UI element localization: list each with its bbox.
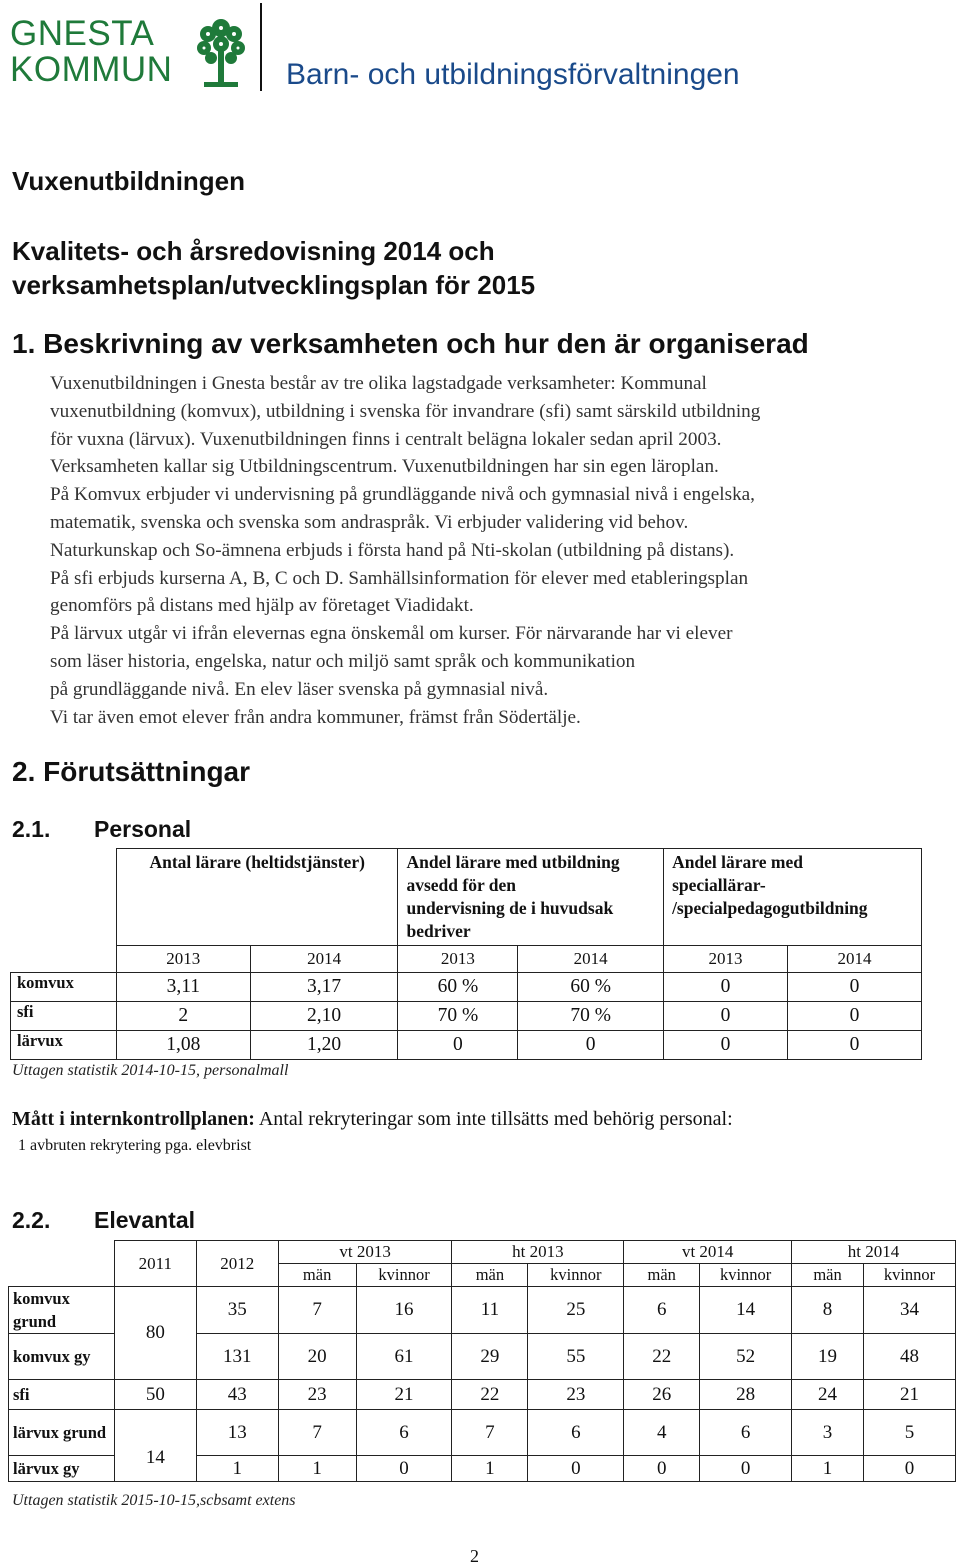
year-cell: 2013 bbox=[398, 946, 518, 973]
table-cell: 22 bbox=[624, 1334, 700, 1380]
term-header: ht 2014 bbox=[792, 1241, 956, 1264]
table-cell: 0 bbox=[518, 1031, 664, 1060]
table-cell: 3,17 bbox=[250, 973, 398, 1002]
table-cell: 6 bbox=[356, 1410, 452, 1456]
document-subtitle-line-1: Kvalitets- och årsredovisning 2014 och bbox=[12, 236, 495, 266]
table-row bbox=[9, 1380, 956, 1410]
table-cell: 0 bbox=[528, 1456, 624, 1482]
body-line: På sfi erbjuds kurserna A, B, C och D. Samhällsinformation för elever med etableringsplan bbox=[50, 567, 749, 589]
table-cell: 24 bbox=[792, 1380, 864, 1410]
table-cell: 2 bbox=[116, 1002, 250, 1031]
section-2-1-heading bbox=[12, 816, 191, 843]
year-cell: 2013 bbox=[116, 946, 250, 973]
table-cell: 0 bbox=[356, 1456, 452, 1482]
personal-table-source: Uttagen statistik 2014-10-15, personalmall bbox=[12, 1062, 289, 1079]
year-cell: 2014 bbox=[788, 946, 922, 973]
table-cell: 4 bbox=[624, 1410, 700, 1456]
logo-line-2: KOMMUN bbox=[10, 50, 173, 89]
table-cell: 23 bbox=[528, 1380, 624, 1410]
header-antal-larare: Antal lärare (heltidstjänster) bbox=[116, 849, 398, 946]
table-cell: 60 % bbox=[398, 973, 518, 1002]
table-cell: 0 bbox=[624, 1456, 700, 1482]
merged-2011-cell: 14 bbox=[114, 1410, 196, 1482]
gender-header: kvinnor bbox=[528, 1264, 624, 1287]
term-header: vt 2013 bbox=[278, 1241, 452, 1264]
section-number: 2.1. bbox=[12, 816, 51, 842]
body-line: genomförs på distans med hjälp av företaget Viadidakt. bbox=[50, 595, 474, 617]
table-cell: 52 bbox=[700, 1334, 792, 1380]
elevantal-table bbox=[8, 1240, 956, 1482]
table-cell: 6 bbox=[624, 1287, 700, 1334]
table-cell: 1,20 bbox=[250, 1031, 398, 1060]
table-cell: 29 bbox=[452, 1334, 528, 1380]
page-number: 2 bbox=[470, 1546, 479, 1566]
gender-header: kvinnor bbox=[700, 1264, 792, 1287]
table-cell: 43 bbox=[196, 1380, 278, 1410]
table-cell: 16 bbox=[356, 1287, 452, 1334]
table-cell: 0 bbox=[664, 973, 788, 1002]
table-cell: 0 bbox=[700, 1456, 792, 1482]
table-cell: 0 bbox=[398, 1031, 518, 1060]
row-label: lärvux grund bbox=[9, 1410, 115, 1456]
header-andel-speciallarare: Andel lärare med speciallärar- /specialpedagogutbildning bbox=[664, 849, 922, 946]
body-line: Verksamheten kallar sig Utbildningscentrum. Vuxenutbildningen har sin egen läroplan. bbox=[50, 456, 719, 478]
year-cell: 2014 bbox=[250, 946, 398, 973]
table-cell: 7 bbox=[452, 1410, 528, 1456]
table-cell: 21 bbox=[863, 1380, 955, 1410]
section-1-body bbox=[50, 370, 950, 731]
table-cell: 1 bbox=[452, 1456, 528, 1482]
gender-header: män bbox=[278, 1264, 356, 1287]
row-label: lärvux gy bbox=[9, 1456, 115, 1482]
elevantal-table-source: Uttagen statistik 2015-10-15,scbsamt extens bbox=[12, 1492, 296, 1509]
table-cell: 26 bbox=[624, 1380, 700, 1410]
table-cell: 14 bbox=[700, 1287, 792, 1334]
header-divider bbox=[260, 3, 262, 91]
section-1-heading: 1. Beskrivning av verksamheten och hur den är organiserad bbox=[12, 328, 809, 359]
section-title: Elevantal bbox=[94, 1207, 195, 1233]
document-title: Vuxenutbildningen bbox=[12, 166, 246, 196]
table-cell: 34 bbox=[863, 1287, 955, 1334]
table-cell: 1,08 bbox=[116, 1031, 250, 1060]
row-label: komvux grund bbox=[9, 1287, 115, 1334]
year-header: 2011 bbox=[114, 1241, 196, 1287]
table-cell: 70 % bbox=[398, 1002, 518, 1031]
table-cell: 2,10 bbox=[250, 1002, 398, 1031]
table-cell: 8 bbox=[792, 1287, 864, 1334]
table-cell: 22 bbox=[452, 1380, 528, 1410]
table-cell: 5 bbox=[863, 1410, 955, 1456]
body-line: på grundläggande nivå. En elev läser svenska på gymnasial nivå. bbox=[50, 678, 549, 700]
table-cell: 48 bbox=[863, 1334, 955, 1380]
measure-note: 1 avbruten rekrytering pga. elevbrist bbox=[18, 1137, 252, 1154]
personal-table bbox=[10, 848, 922, 1060]
table-row bbox=[11, 1002, 922, 1031]
gender-header: män bbox=[792, 1264, 864, 1287]
table-cell: 25 bbox=[528, 1287, 624, 1334]
table-cell: 6 bbox=[700, 1410, 792, 1456]
table-cell: 0 bbox=[664, 1031, 788, 1060]
internkontroll-measure bbox=[12, 1108, 733, 1131]
table-cell: 13 bbox=[196, 1410, 278, 1456]
row-label: sfi bbox=[11, 1002, 117, 1031]
year-cell: 2013 bbox=[664, 946, 788, 973]
body-line: för vuxna (lärvux). Vuxenutbildningen finns i centralt belägna lokaler sedan april 2003. bbox=[50, 428, 722, 450]
logo-line-1: GNESTA bbox=[10, 14, 155, 53]
table-cell: 1 bbox=[196, 1456, 278, 1482]
table-cell: 1 bbox=[278, 1456, 356, 1482]
department-name: Barn- och utbildningsförvaltningen bbox=[286, 58, 740, 91]
row-label: komvux bbox=[11, 973, 117, 1002]
gnesta-kommun-logo bbox=[10, 8, 246, 90]
table-cell: 7 bbox=[278, 1287, 356, 1334]
section-title: Personal bbox=[94, 816, 192, 842]
term-header: ht 2013 bbox=[452, 1241, 624, 1264]
table-cell: 21 bbox=[356, 1380, 452, 1410]
section-2-heading: 2. Förutsättningar bbox=[12, 756, 251, 787]
section-number: 2.2. bbox=[12, 1207, 51, 1233]
table-corner bbox=[9, 1241, 115, 1287]
table-cell: 35 bbox=[196, 1287, 278, 1334]
table-cell: 1 bbox=[792, 1456, 864, 1482]
tree-icon bbox=[196, 14, 246, 90]
body-line: matematik, svenska och svenska som andraspråk. Vi erbjuder validering vid behov. bbox=[50, 511, 689, 533]
body-line: Vuxenutbildningen i Gnesta består av tre olika lagstadgade verksamheter: Kommunal bbox=[50, 373, 707, 394]
table-cell: 3,11 bbox=[116, 973, 250, 1002]
gender-header: män bbox=[452, 1264, 528, 1287]
header-andel-utbildning: Andel lärare med utbildning avsedd för den undervisning de i huvudsak bedriver bbox=[398, 849, 664, 946]
table-cell: 61 bbox=[356, 1334, 452, 1380]
measure-label: Mått i internkontrollplanen: bbox=[12, 1108, 255, 1130]
measure-text: Antal rekryteringar som inte tillsätts med behörig personal: bbox=[254, 1108, 733, 1130]
row-label: komvux gy bbox=[9, 1334, 115, 1380]
row-label: lärvux bbox=[11, 1031, 117, 1060]
table-cell: 6 bbox=[528, 1410, 624, 1456]
table-cell: 19 bbox=[792, 1334, 864, 1380]
table-row bbox=[9, 1287, 956, 1334]
gender-header: kvinnor bbox=[356, 1264, 452, 1287]
table-row bbox=[9, 1410, 956, 1456]
table-cell: 50 bbox=[114, 1380, 196, 1410]
merged-2011-cell: 80 bbox=[114, 1287, 196, 1380]
table-cell: 0 bbox=[788, 1031, 922, 1060]
section-2-2-heading bbox=[12, 1207, 195, 1234]
table-cell: 7 bbox=[278, 1410, 356, 1456]
table-cell: 70 % bbox=[518, 1002, 664, 1031]
year-cell: 2014 bbox=[518, 946, 664, 973]
body-line: Naturkunskap och So-ämnena erbjuds i första hand på Nti-skolan (utbildning på distans). bbox=[50, 539, 735, 561]
table-cell: 23 bbox=[278, 1380, 356, 1410]
gender-header: män bbox=[624, 1264, 700, 1287]
table-cell: 55 bbox=[528, 1334, 624, 1380]
table-cell: 60 % bbox=[518, 973, 664, 1002]
table-cell: 131 bbox=[196, 1334, 278, 1380]
body-line: vuxenutbildning (komvux), utbildning i svenska för invandrare (sfi) samt särskild utbildning bbox=[50, 400, 761, 422]
body-line: På lärvux utgår vi ifrån elevernas egna önskemål om kurser. För närvarande har vi elever bbox=[50, 623, 733, 645]
row-label: sfi bbox=[9, 1380, 115, 1410]
body-line: På Komvux erbjuder vi undervisning på grundläggande nivå och gymnasial nivå i engelska, bbox=[50, 484, 755, 506]
table-cell: 0 bbox=[788, 973, 922, 1002]
table-cell: 0 bbox=[863, 1456, 955, 1482]
table-cell: 0 bbox=[664, 1002, 788, 1031]
term-header: vt 2014 bbox=[624, 1241, 792, 1264]
table-cell: 3 bbox=[792, 1410, 864, 1456]
year-header: 2012 bbox=[196, 1241, 278, 1287]
table-cell: 11 bbox=[452, 1287, 528, 1334]
body-line: Vi tar även emot elever från andra kommuner, främst från Södertälje. bbox=[50, 706, 581, 728]
table-row bbox=[11, 973, 922, 1002]
table-cell: 0 bbox=[788, 1002, 922, 1031]
table-row bbox=[11, 1031, 922, 1060]
table-cell: 20 bbox=[278, 1334, 356, 1380]
table-corner bbox=[11, 849, 117, 973]
body-line: som läser historia, engelska, natur och miljö samt språk och kommunikation bbox=[50, 650, 636, 672]
table-cell: 28 bbox=[700, 1380, 792, 1410]
gender-header: kvinnor bbox=[863, 1264, 955, 1287]
document-subtitle-line-2: verksamhetsplan/utvecklingsplan för 2015 bbox=[12, 270, 536, 300]
